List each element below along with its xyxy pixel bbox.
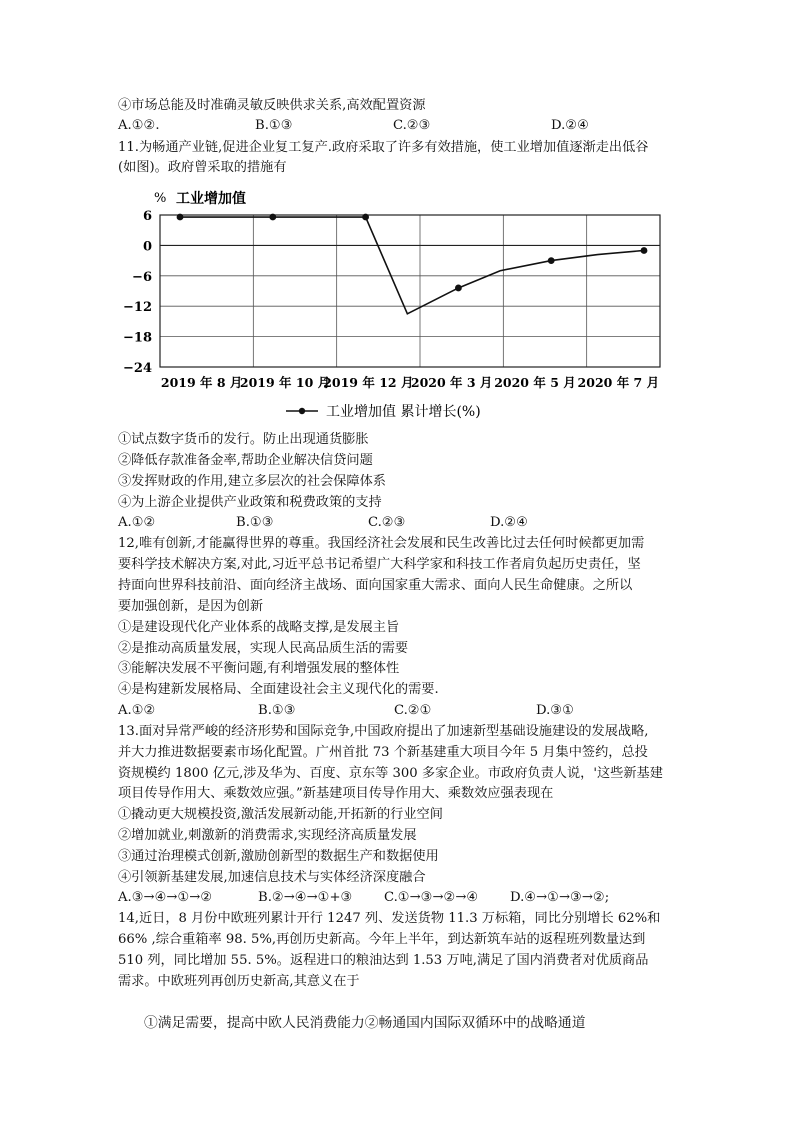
x-tick-label: 2020 年 7 月 (577, 375, 660, 390)
series-industrial-value (177, 214, 648, 314)
series-line (180, 217, 644, 314)
q10-options (118, 116, 678, 136)
data-point (548, 257, 555, 264)
data-point (641, 247, 648, 254)
q13-stem-line-4: 项目传导作用大、乘数效应强。”新基建项目传导作用大、乘数效应强表现在 (118, 786, 554, 801)
q12-stem-line-2: 要科学技术解决方案,对此,习近平总书记希望广大科学家和科技工作者肩负起历史责任，坚 (118, 557, 641, 572)
plot-frame (160, 215, 660, 367)
q14-statements: ①满足需要，提高中欧人民消费能力②畅通国内国际双循环中的战略通道 (144, 1015, 586, 1031)
q12-statement-1: ①是建设现代化产业体系的战略支撑,是发展主旨 (118, 620, 400, 635)
q13-statement-4: ④引领新基建发展,加速信息技术与实体经济深度融合 (118, 870, 426, 885)
q14-stem-line-1: 14,近日，8 月份中欧班列累计开行 1247 列、发送货物 11.3 万标箱，同比分别增长 62%和 (118, 911, 661, 926)
q13-stem-line-3: 资规模约 1800 亿元,涉及华为、百度、京东等 300 多家企业。市政府负责人说，'这些新基建 (118, 766, 663, 781)
legend-label: 工业增加值 累计增长(%) (326, 404, 481, 420)
q12-options (118, 701, 678, 721)
q10-option-c: C.②③ (393, 118, 431, 133)
industrial-value-chart (118, 186, 678, 431)
q11-options (118, 513, 678, 533)
x-tick-label: 2019 年 10 月 (239, 375, 331, 390)
y-tick-label: 0 (142, 239, 152, 255)
q12-option-b: B.①③ (258, 703, 296, 718)
y-tick-label: −6 (132, 269, 152, 285)
x-tick-label: 2020 年 3 月 (410, 375, 493, 390)
x-tick-labels (161, 375, 659, 390)
q12-statement-2: ②是推动高质量发展，实现人民高品质生活的需要 (118, 641, 409, 656)
q11-stem-line-1: 11.为畅通产业链,促进企业复工复产.政府采取了许多有效措施，使工业增加值逐渐走出低谷 (118, 140, 649, 155)
q12-statement-3: ③能解决发展不平衡问题,有利增强发展的整体性 (118, 661, 400, 676)
q10-statement-4: ④市场总能及时准确灵敏反映供求关系,高效配置资源 (118, 98, 426, 113)
q13-stem-line-2: 并大力推进数据要素市场化配置。广州首批 73 个新基建重大项目今年 5 月集中签约，总投 (118, 745, 648, 760)
q12-option-d: D.③① (536, 703, 574, 718)
legend-marker (299, 408, 305, 414)
q11-statement-1: ①试点数字货币的发行。防止出现通货膨胀 (118, 432, 369, 447)
y-tick-label: −18 (123, 330, 152, 346)
q13-option-c: C.①→③→②→④ (384, 890, 479, 905)
y-tick-label: 6 (142, 209, 152, 224)
q11-option-a: A.①② (118, 515, 156, 530)
q11-option-d: D.②④ (490, 515, 528, 530)
chart-legend (286, 403, 481, 420)
q13-statement-2: ②增加就业,刺激新的消费需求,实现经济高质量发展 (118, 828, 417, 843)
data-point (362, 214, 369, 221)
q14-stem-line-3: 510 列，同比增加 55. 5%。返程进口的粮油达到 1.53 万吨,满足了国内消费者对优质商品 (118, 953, 649, 968)
q11-statement-4: ④为上游企业提供产业政策和税费政策的支持 (118, 495, 382, 510)
q13-option-d: D.④→①→③→②; (510, 890, 610, 905)
data-point (455, 285, 462, 292)
q12-option-a: A.①② (118, 703, 156, 718)
chart-ylabel: % (154, 191, 167, 206)
q14-stem-line-2: 66% ,综合重箱率 98. 5%,再创历史新高。今年上半年，到达新筑车站的返程班列数量达到 (118, 932, 646, 947)
data-point (177, 214, 184, 221)
q13-options (118, 888, 688, 908)
q11-statement-3: ③发挥财政的作用,建立多层次的社会保障体系 (118, 474, 386, 489)
q13-statement-1: ①撬动更大规模投资,激活发展新动能,开拓新的行业空间 (118, 807, 443, 822)
chart-title: 工业增加值 (176, 191, 246, 207)
q12-stem-line-3: 持面向世界科技前沿、面向经济主战场、面向国家重大需求、面向人民生命健康。之所以 (118, 578, 633, 593)
q11-option-b: B.①③ (236, 515, 274, 530)
y-tick-label: −12 (123, 300, 152, 316)
x-tick-label: 2020 年 5 月 (494, 375, 576, 390)
q10-option-a: A.①②. (118, 118, 160, 133)
data-point (269, 214, 276, 221)
q13-option-b: B.②→④→①+③ (258, 890, 353, 905)
q12-stem-line-1: 12,唯有创新,才能赢得世界的尊重。我国经济社会发展和民生改善比过去任何时候都更加需 (118, 536, 645, 551)
y-tick-labels (123, 209, 152, 376)
q10-option-d: D.②④ (551, 118, 589, 133)
q13-statement-3: ③通过治理模式创新,激励创新型的数据生产和数据使用 (118, 849, 439, 864)
q13-stem-line-1: 13.面对异常严峻的经济形势和国际竞争,中国政府提出了加速新型基础设施建设的发展战略, (118, 724, 649, 739)
chart-svg (118, 186, 678, 431)
q12-statement-4: ④是构建新发展格局、全面建设社会主义现代化的需要. (118, 682, 439, 697)
q12-option-c: C.②① (394, 703, 432, 718)
q12-stem-line-4: 要加强创新，是因为创新 (118, 599, 264, 614)
chart-grid (160, 215, 660, 367)
q11-statement-2: ②降低存款准备金率,帮助企业解决信贷问题 (118, 453, 373, 468)
x-tick-label: 2019 年 12 月 (323, 375, 414, 390)
q11-stem-line-2: (如图)。政府曾采取的措施有 (118, 160, 287, 175)
q14-stem-line-4: 需求。中欧班列再创历史新高,其意义在于 (118, 974, 360, 989)
y-tick-label: −24 (123, 361, 152, 376)
q11-option-c: C.②③ (368, 515, 406, 530)
q13-option-a: A.③→④→①→② (118, 890, 213, 905)
x-tick-label: 2019 年 8 月 (160, 375, 243, 390)
q10-option-b: B.①③ (255, 118, 293, 133)
